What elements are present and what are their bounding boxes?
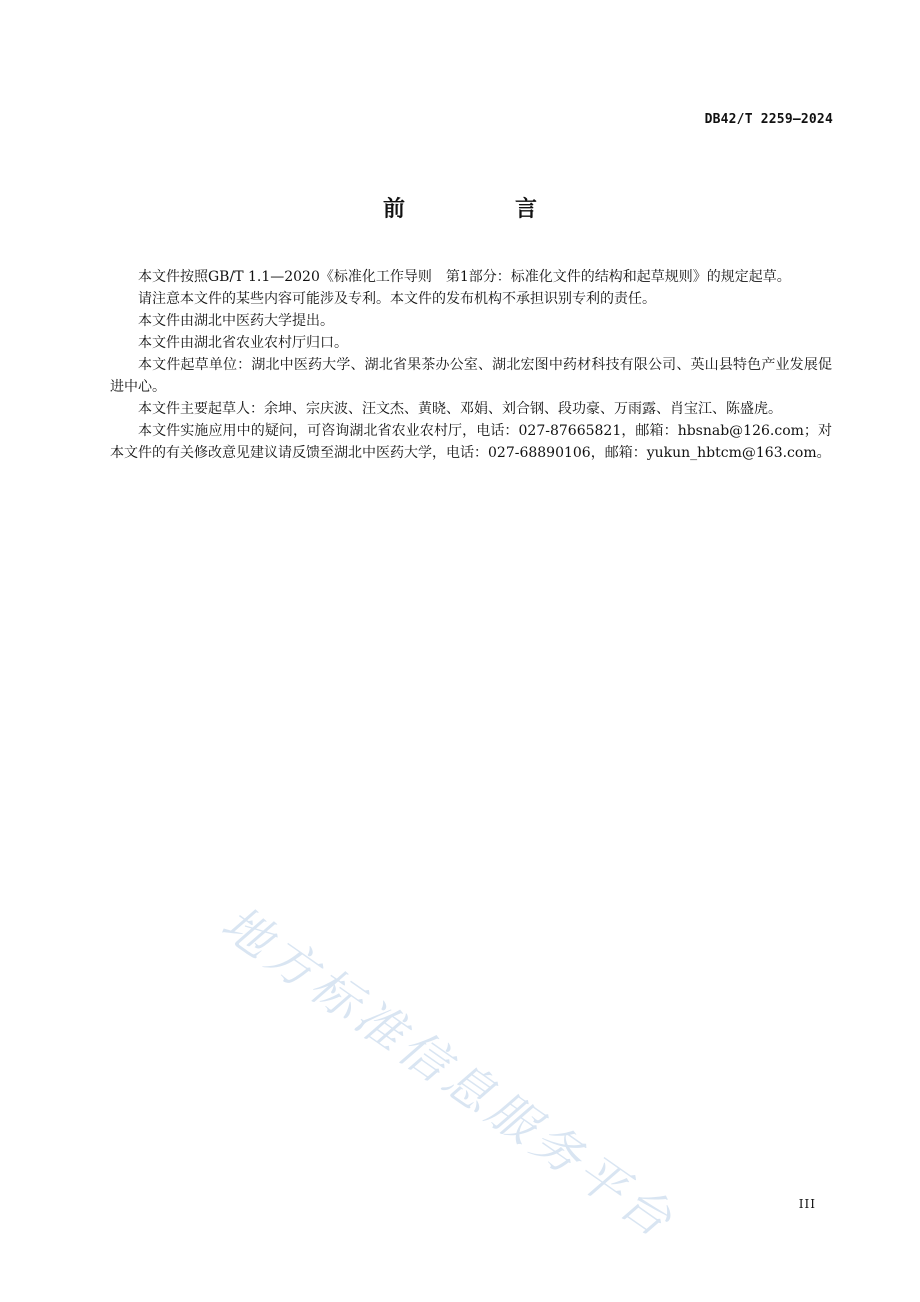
foreword-body: [110, 266, 832, 464]
paragraph-proposer: 本文件由湖北中医药大学提出。: [138, 313, 334, 329]
contact-line-1: 本文件实施应用中的疑问，可咨询湖北省农业农村厅，电话：027-87665821，邮箱：hbsnab@126.com；: [138, 423, 818, 439]
watermark: 地方标准信息服务平台: [211, 895, 686, 1251]
document-code: DB42/T 2259—2024: [704, 112, 833, 127]
contact-line-3: yukun_hbtcm@163.com。: [646, 445, 831, 461]
paragraph-patent-notice: 请注意本文件的某些内容可能涉及专利。本文件的发布机构不承担识别专利的责任。: [138, 291, 656, 307]
paragraph-drafting-units: 本文件起草单位：湖北中医药大学、湖北省果茶办公室、湖北宏图中药材科技有限公司、英山县特色产业发展促进中心。: [110, 357, 832, 395]
page-title: 前 言: [382, 197, 581, 222]
paragraph-standard-basis: 本文件按照GB/T 1.1—2020《标准化工作导则 第1部分：标准化文件的结构和起草规则》的规定起草。: [138, 269, 791, 285]
paragraph-drafters: 本文件主要起草人：余坤、宗庆波、汪文杰、黄晓、邓娟、刘合钢、段功豪、万雨露、肖宝江、陈盛虎。: [138, 401, 782, 417]
page-number: III: [798, 1197, 816, 1211]
contact-line-2: 对本文件的有关修改意见建议请反馈至湖北中医药大学，电话：027-68890106，邮箱：: [110, 423, 832, 461]
paragraph-administrator: 本文件由湖北省农业农村厅归口。: [138, 335, 348, 351]
paragraph-contact: [110, 420, 832, 464]
